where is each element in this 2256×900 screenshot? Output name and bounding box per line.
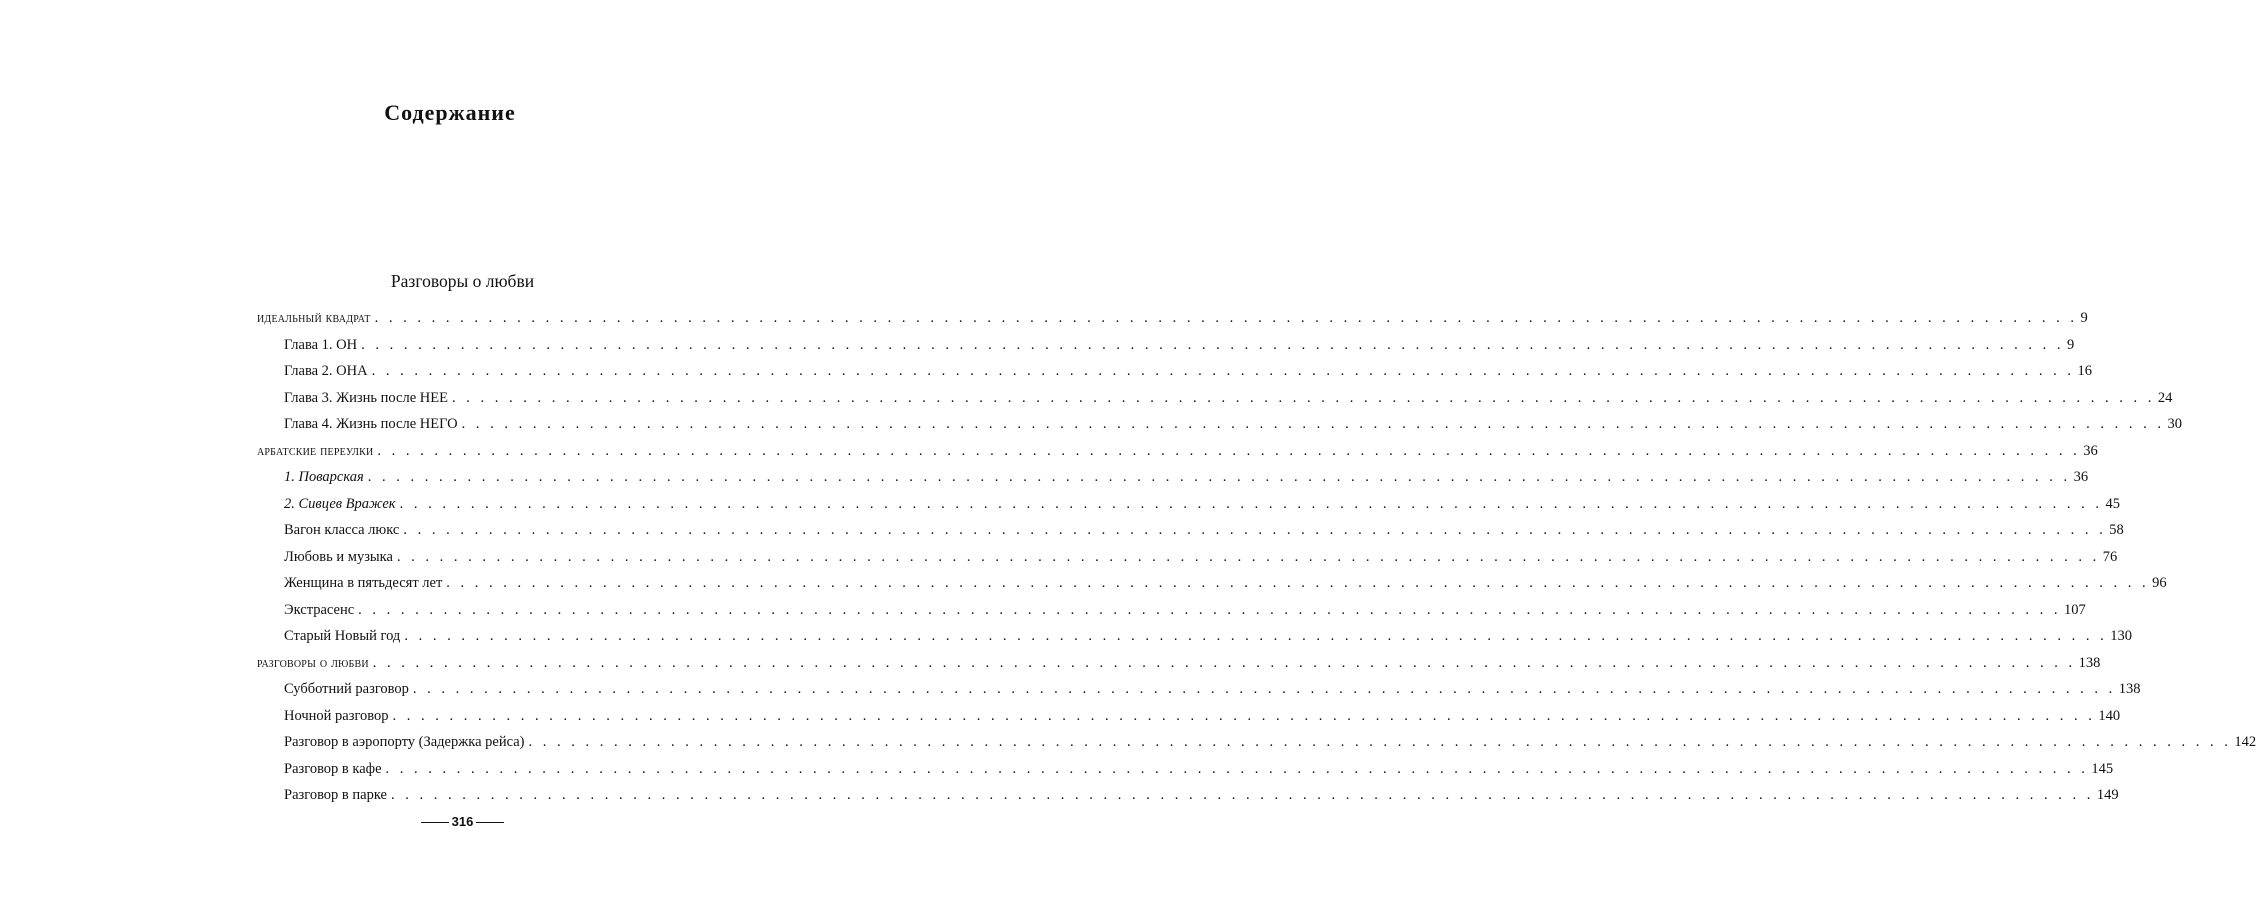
toc-entry [257, 782, 2119, 809]
dot-leader: . . . . . . . . . . . . . . . . . . . . . . . . . . . . . . . . . . . . . . . . . . . . . . . . . . . . . . . . . . . . . . . . . . . . . . . . . . . . . . . . . . . . . . . . . . . . . . . . . . . . . . . . . . . . . . . . . . . . . . . . [361, 336, 2064, 353]
page-number [0, 812, 925, 832]
dot-leader: . . . . . . . . . . . . . . . . . . . . . . . . . . . . . . . . . . . . . . . . . . . . . . . . . . . . . . . . . . . . . . . . . . . . . . . . . . . . . . . . . . . . . . . . . . . . . . . . . . . . . . . . . . . . . . . . . . . . . . . . [446, 575, 2150, 591]
toc-entry [257, 544, 2118, 571]
dot-leader: . . . . . . . . . . . . . . . . . . . . . . . . . . . . . . . . . . . . . . . . . . . . . . . . . . . . . . . . . . . . . . . . . . . . . . . . . . . . . . . . . . . . . . . . . . . . . . . . . . . . . . . . . . . . . . . . . . . . . . . . [371, 363, 2075, 379]
folio-rule-right [476, 822, 504, 824]
toc-entry [257, 491, 2120, 518]
toc-entry-title: Разговор в парке [284, 787, 387, 803]
toc-entry [257, 676, 2141, 703]
page-number-text: 316 [451, 814, 474, 829]
toc-entry-page-number: 130 [2110, 628, 2132, 644]
dot-leader: . . . . . . . . . . . . . . . . . . . . . . . . . . . . . . . . . . . . . . . . . . . . . . . . . . . . . . . . . . . . . . . . . . . . . . . . . . . . . . . . . . . . . . . . . . . . . . . . . . . . . . . . . . . . . . . . . . . . . . . . [528, 734, 2232, 750]
toc-entry-page-number: 149 [2096, 787, 2119, 803]
dot-leader: . . . . . . . . . . . . . . . . . . . . . . . . . . . . . . . . . . . . . . . . . . . . . . . . . . . . . . . . . . . . . . . . . . . . . . . . . . . . . . . . . . . . . . . . . . . . . . . . . . . . . . . . . . . . . . . . . . . . . . . . [374, 310, 2078, 326]
dot-leader: . . . . . . . . . . . . . . . . . . . . . . . . . . . . . . . . . . . . . . . . . . . . . . . . . . . . . . . . . . . . . . . . . . . . . . . . . . . . . . . . . . . . . . . . . . . . . . . . . . . . . . . . . . . . . . . . . . . . . . . . [451, 389, 2155, 406]
dot-leader: . . . . . . . . . . . . . . . . . . . . . . . . . . . . . . . . . . . . . . . . . . . . . . . . . . . . . . . . . . . . . . . . . . . . . . . . . . . . . . . . . . . . . . . . . . . . . . . . . . . . . . . . . . . . . . . . . . . . . . . . [399, 495, 2103, 512]
toc-entry [257, 517, 2124, 544]
toc-entry-page-number: 96 [2152, 575, 2167, 591]
table-of-contents [257, 305, 2256, 809]
dot-leader: . . . . . . . . . . . . . . . . . . . . . . . . . . . . . . . . . . . . . . . . . . . . . . . . . . . . . . . . . . . . . . . . . . . . . . . . . . . . . . . . . . . . . . . . . . . . . . . . . . . . . . . . . . . . . . . . . . . . . . . . [404, 628, 2108, 644]
toc-entry-title: Любовь и музыка [284, 548, 393, 565]
toc-entry-page-number: 45 [2105, 495, 2120, 512]
section-heading: Разговоры о любви [390, 271, 535, 291]
toc-entry [257, 570, 2167, 597]
toc-entry-page-number: 58 [2109, 522, 2124, 538]
toc-entry-page-number: 145 [2091, 760, 2114, 777]
toc-entry [257, 385, 2173, 412]
dot-leader: . . . . . . . . . . . . . . . . . . . . . . . . . . . . . . . . . . . . . . . . . . . . . . . . . . . . . . . . . . . . . . . . . . . . . . . . . . . . . . . . . . . . . . . . . . . . . . . . . . . . . . . . . . . . . . . . . . . . . . . . [403, 522, 2107, 538]
toc-entry-title: Разговор в кафе [284, 760, 382, 777]
toc-entry-title: 2. Сивцев Вражек [284, 495, 396, 512]
toc-entry-title: 1. Поварская [284, 469, 364, 485]
toc-entry-title: Глава 4. Жизнь после НЕГО [284, 416, 458, 432]
toc-part-entry [257, 650, 2101, 677]
toc-part-entry [257, 305, 2088, 332]
toc-entry [257, 729, 2256, 756]
toc-entry [257, 623, 2132, 650]
dot-leader: . . . . . . . . . . . . . . . . . . . . . . . . . . . . . . . . . . . . . . . . . . . . . . . . . . . . . . . . . . . . . . . . . . . . . . . . . . . . . . . . . . . . . . . . . . . . . . . . . . . . . . . . . . . . . . . . . . . . . . . . [377, 442, 2081, 459]
dot-leader: . . . . . . . . . . . . . . . . . . . . . . . . . . . . . . . . . . . . . . . . . . . . . . . . . . . . . . . . . . . . . . . . . . . . . . . . . . . . . . . . . . . . . . . . . . . . . . . . . . . . . . . . . . . . . . . . . . . . . . . . [358, 601, 2062, 618]
toc-entry-title: арбатские переулки [257, 442, 374, 459]
dot-leader: . . . . . . . . . . . . . . . . . . . . . . . . . . . . . . . . . . . . . . . . . . . . . . . . . . . . . . . . . . . . . . . . . . . . . . . . . . . . . . . . . . . . . . . . . . . . . . . . . . . . . . . . . . . . . . . . . . . . . . . . [372, 654, 2076, 671]
toc-entry-page-number: 30 [2167, 416, 2182, 432]
toc-entry-title: Старый Новый год [284, 628, 401, 644]
page-title: Содержание [384, 100, 516, 125]
toc-entry-page-number: 24 [2157, 389, 2173, 406]
toc-entry-title: Ночной разговор [284, 707, 389, 724]
toc-entry-page-number: 107 [2064, 601, 2086, 618]
dot-leader: . . . . . . . . . . . . . . . . . . . . . . . . . . . . . . . . . . . . . . . . . . . . . . . . . . . . . . . . . . . . . . . . . . . . . . . . . . . . . . . . . . . . . . . . . . . . . . . . . . . . . . . . . . . . . . . . . . . . . . . . [392, 707, 2096, 724]
toc-entry-title: Субботний разговор [284, 681, 409, 697]
toc-entry-page-number: 142 [2234, 734, 2256, 750]
toc-entry-page-number: 140 [2098, 707, 2121, 724]
folio-rule-left [421, 822, 449, 824]
toc-entry-title: Женщина в пятьдесят лет [284, 575, 443, 591]
toc-entry [257, 358, 2092, 385]
toc-entry-page-number: 16 [2077, 363, 2092, 379]
toc-entry [257, 597, 2086, 624]
toc-entry-title: Экстрасенс [284, 601, 355, 618]
dot-leader: . . . . . . . . . . . . . . . . . . . . . . . . . . . . . . . . . . . . . . . . . . . . . . . . . . . . . . . . . . . . . . . . . . . . . . . . . . . . . . . . . . . . . . . . . . . . . . . . . . . . . . . . . . . . . . . . . . . . . . . . [385, 760, 2089, 777]
toc-part-entry [257, 438, 2098, 465]
toc-entry-page-number: 36 [2083, 442, 2098, 459]
toc-entry-page-number: 76 [2102, 548, 2118, 565]
toc-entry [257, 411, 2182, 438]
toc-entry-page-number: 9 [2067, 336, 2075, 353]
toc-entry-page-number: 138 [2078, 654, 2101, 671]
toc-entry-title: Вагон класса люкс [284, 522, 400, 538]
toc-entry-title: идеальный квадрат [257, 310, 371, 326]
dot-leader: . . . . . . . . . . . . . . . . . . . . . . . . . . . . . . . . . . . . . . . . . . . . . . . . . . . . . . . . . . . . . . . . . . . . . . . . . . . . . . . . . . . . . . . . . . . . . . . . . . . . . . . . . . . . . . . . . . . . . . . . [396, 548, 2100, 565]
dot-leader: . . . . . . . . . . . . . . . . . . . . . . . . . . . . . . . . . . . . . . . . . . . . . . . . . . . . . . . . . . . . . . . . . . . . . . . . . . . . . . . . . . . . . . . . . . . . . . . . . . . . . . . . . . . . . . . . . . . . . . . . [390, 787, 2094, 803]
toc-entry [257, 756, 2114, 783]
toc-entry-title: Разговор в аэропорту (Задержка рейса) [284, 734, 525, 750]
toc-entry-page-number: 36 [2073, 469, 2089, 485]
toc-entry [257, 332, 2075, 359]
toc-entry-title: Глава 1. ОН [284, 336, 358, 353]
dot-leader: . . . . . . . . . . . . . . . . . . . . . . . . . . . . . . . . . . . . . . . . . . . . . . . . . . . . . . . . . . . . . . . . . . . . . . . . . . . . . . . . . . . . . . . . . . . . . . . . . . . . . . . . . . . . . . . . . . . . . . . . [461, 416, 2165, 432]
toc-entry-title: разговоры о любви [257, 654, 369, 671]
toc-entry-page-number: 9 [2080, 310, 2088, 326]
dot-leader: . . . . . . . . . . . . . . . . . . . . . . . . . . . . . . . . . . . . . . . . . . . . . . . . . . . . . . . . . . . . . . . . . . . . . . . . . . . . . . . . . . . . . . . . . . . . . . . . . . . . . . . . . . . . . . . . . . . . . . . . [367, 469, 2071, 485]
toc-entry-title: Глава 2. ОНА [284, 363, 368, 379]
dot-leader: . . . . . . . . . . . . . . . . . . . . . . . . . . . . . . . . . . . . . . . . . . . . . . . . . . . . . . . . . . . . . . . . . . . . . . . . . . . . . . . . . . . . . . . . . . . . . . . . . . . . . . . . . . . . . . . . . . . . . . . . [412, 681, 2116, 697]
toc-entry-title: Глава 3. Жизнь после НЕЕ [284, 389, 448, 406]
toc-entry-page-number: 138 [2118, 681, 2141, 697]
toc-entry [257, 464, 2089, 491]
toc-entry [257, 703, 2121, 730]
